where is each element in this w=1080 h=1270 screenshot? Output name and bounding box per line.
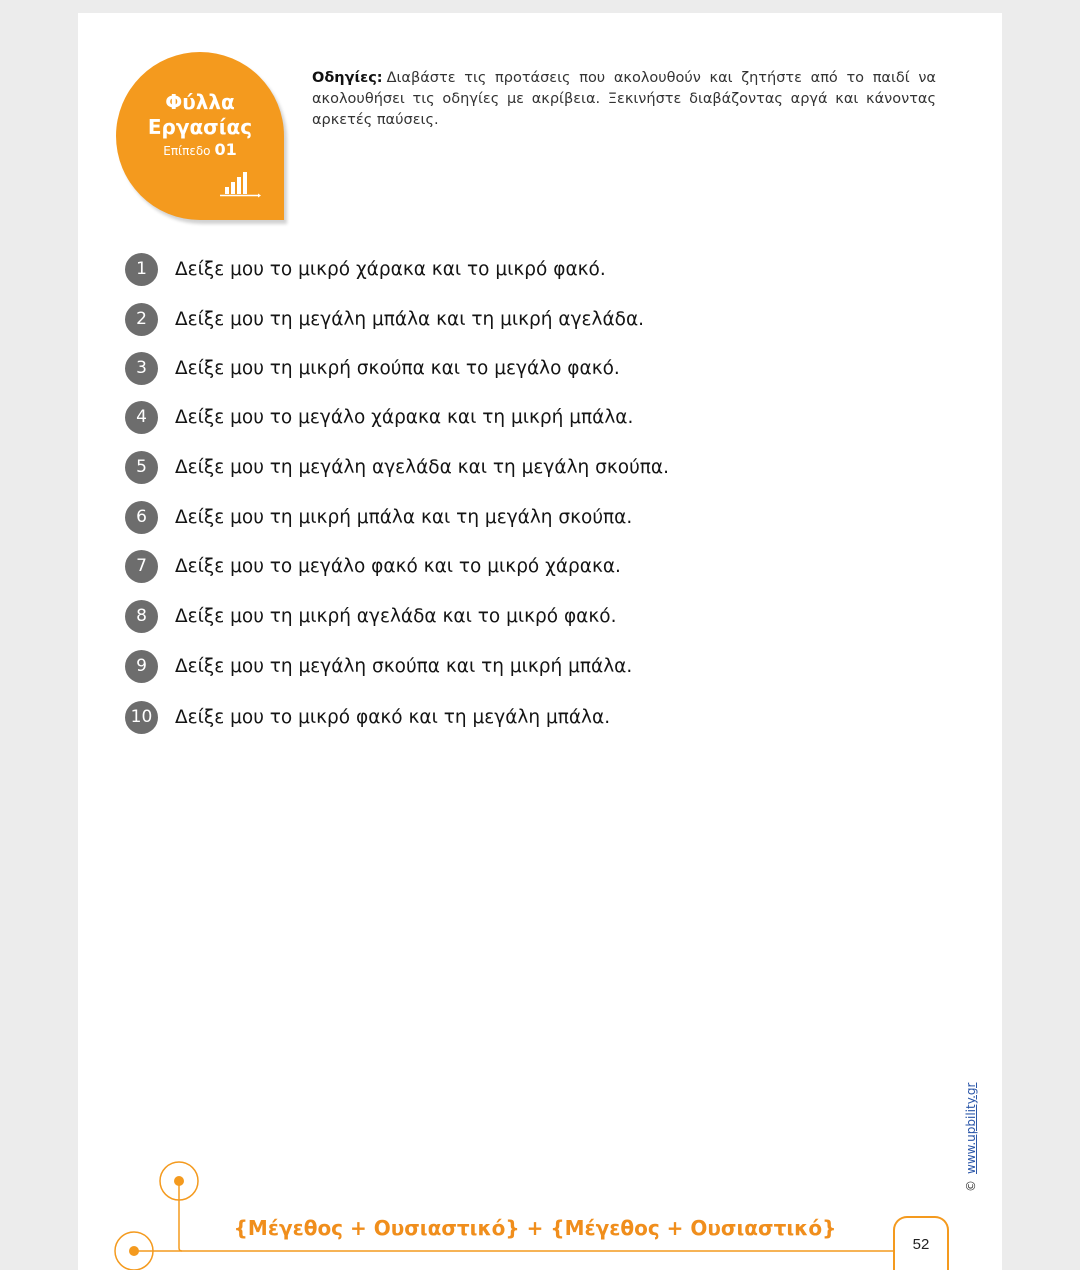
item-text: Δείξε μου τη μικρή σκούπα και το μεγάλο φακό. [175,357,620,379]
item-text: Δείξε μου τη μεγάλη αγελάδα και τη μεγάλη σκούπα. [175,456,669,478]
badge-title-line2: Εργασίας [147,115,253,139]
copyright-symbol: © [964,1180,978,1192]
list-item [125,302,644,336]
item-number-badge: 7 [125,550,158,583]
item-text: Δείξε μου τη μεγάλη σκούπα και τη μικρή μπάλα. [175,655,633,677]
badge-level [116,140,284,159]
item-text: Δείξε μου τη μικρή αγελάδα και το μικρό φακό. [175,605,617,627]
bar-chart-icon [218,168,262,198]
footer-title: {Μέγεθος + Ουσιαστικό} + {Μέγεθος + Ουσιαστικό} [233,1216,837,1240]
list-item [125,500,632,534]
instructions [312,68,936,131]
badge-level-label: Επίπεδο [163,144,211,158]
list-item [125,252,606,286]
list-item [125,549,621,583]
list-item [125,649,632,683]
item-number-badge: 5 [125,451,158,484]
worksheet-badge [116,52,284,220]
item-number-badge: 2 [125,303,158,336]
page-number: 52 [893,1216,949,1270]
item-text: Δείξε μου το μικρό φακό και τη μεγάλη μπάλα. [175,706,611,728]
item-number-badge: 6 [125,501,158,534]
instructions-label: Οδηγίες: [312,70,383,86]
instructions-text: Διαβάστε τις προτάσεις που ακολουθούν και ζητήστε από το παιδί να ακολουθήσει τις οδηγίες με ακρίβεια. Ξεκινήστε διαβάζοντας αργά και κάνοντας αρκετές παύσεις. [312,70,936,128]
list-item [125,351,620,385]
item-text: Δείξε μου τη μεγάλη μπάλα και τη μικρή αγελάδα. [175,308,645,330]
item-number-badge: 1 [125,253,158,286]
item-number-badge: 9 [125,650,158,683]
badge-level-number: 01 [214,140,237,159]
item-number-badge: 4 [125,401,158,434]
list-item [125,700,610,734]
item-text: Δείξε μου τη μικρή μπάλα και τη μεγάλη σκούπα. [175,506,633,528]
item-number-badge: 8 [125,600,158,633]
item-text: Δείξε μου το μεγάλο φακό και το μικρό χάρακα. [175,555,621,577]
item-number-badge: 10 [125,701,158,734]
website-link[interactable]: www.upbility.gr [964,1082,978,1174]
badge-title [116,90,284,140]
item-text: Δείξε μου το μικρό χάρακα και το μικρό φακό. [175,258,606,280]
badge-title-line1: Φύλλα [165,90,235,114]
list-item [125,599,616,633]
list-item [125,400,633,434]
item-number-badge: 3 [125,352,158,385]
item-text: Δείξε μου το μεγάλο χάρακα και τη μικρή μπάλα. [175,406,634,428]
list-item [125,450,669,484]
